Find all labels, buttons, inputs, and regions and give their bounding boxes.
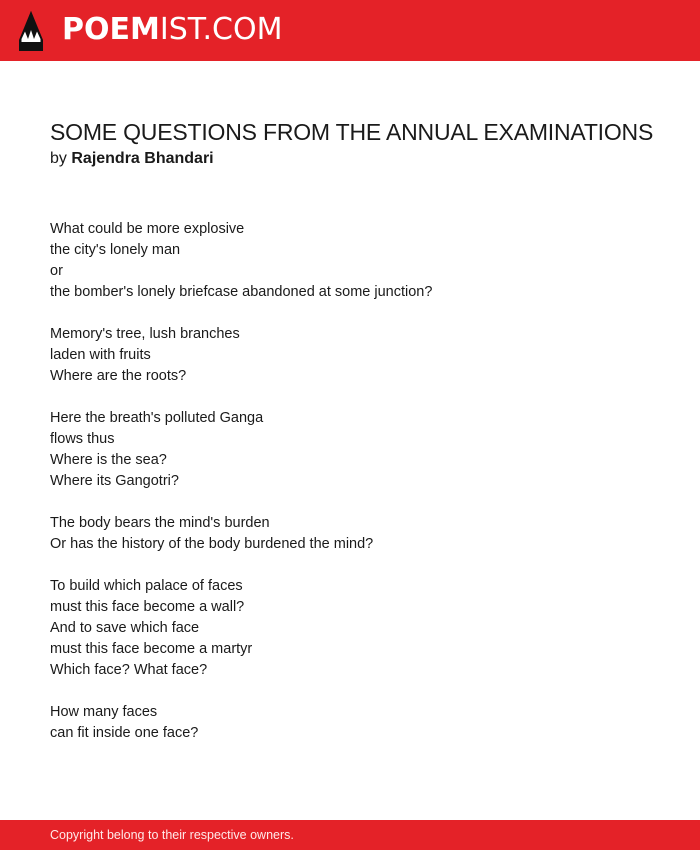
poem-line: flows thus xyxy=(50,431,115,447)
poem-line: laden with fruits xyxy=(50,347,151,363)
poem-line: Which face? What face? xyxy=(50,662,208,678)
byline-prefix: by xyxy=(50,150,67,167)
poem-line: Here the breath's polluted Ganga xyxy=(50,410,264,426)
poem-stanza xyxy=(50,219,670,303)
logo-text-bold: POEM xyxy=(62,12,160,47)
poem-line: Where its Gangotri? xyxy=(50,473,179,489)
poem-line: The body bears the mind's burden xyxy=(50,515,270,531)
poem-byline xyxy=(50,148,214,170)
poem-stanza xyxy=(50,702,670,744)
site-header xyxy=(0,0,700,61)
poem-line: Or has the history of the body burdened the mind? xyxy=(50,536,374,552)
poem-line: must this face become a martyr xyxy=(50,641,253,657)
poem-line: can fit inside one face? xyxy=(50,725,199,741)
poem-line: the city's lonely man xyxy=(50,242,181,258)
poem-author: Rajendra Bhandari xyxy=(71,150,214,167)
poem-stanza xyxy=(50,576,670,681)
poem-line: How many faces xyxy=(50,704,158,720)
poem-title: SOME QUESTIONS FROM THE ANNUAL EXAMINATIONS xyxy=(50,119,654,145)
pencil-tip-icon[interactable] xyxy=(18,10,44,52)
poem-line: or xyxy=(50,263,63,279)
poem-stanza xyxy=(50,324,670,387)
logo-text-light: IST.COM xyxy=(159,12,283,47)
poem-stanza xyxy=(50,513,670,555)
poem-line: What could be more explosive xyxy=(50,221,245,237)
poem-line: must this face become a wall? xyxy=(50,599,245,615)
copyright-notice: Copyright belong to their respective owners. xyxy=(50,828,294,842)
poem-line: Memory's tree, lush branches xyxy=(50,326,240,342)
poem-line: And to save which face xyxy=(50,620,200,636)
site-logo[interactable] xyxy=(62,11,282,49)
poem-stanza xyxy=(50,408,670,492)
poem-line: To build which palace of faces xyxy=(50,578,243,594)
poem-line: the bomber's lonely briefcase abandoned at some junction? xyxy=(50,284,433,300)
poem-line: Where is the sea? xyxy=(50,452,167,468)
site-footer xyxy=(0,820,700,850)
poem-body xyxy=(50,219,670,765)
poem-line: Where are the roots? xyxy=(50,368,187,384)
